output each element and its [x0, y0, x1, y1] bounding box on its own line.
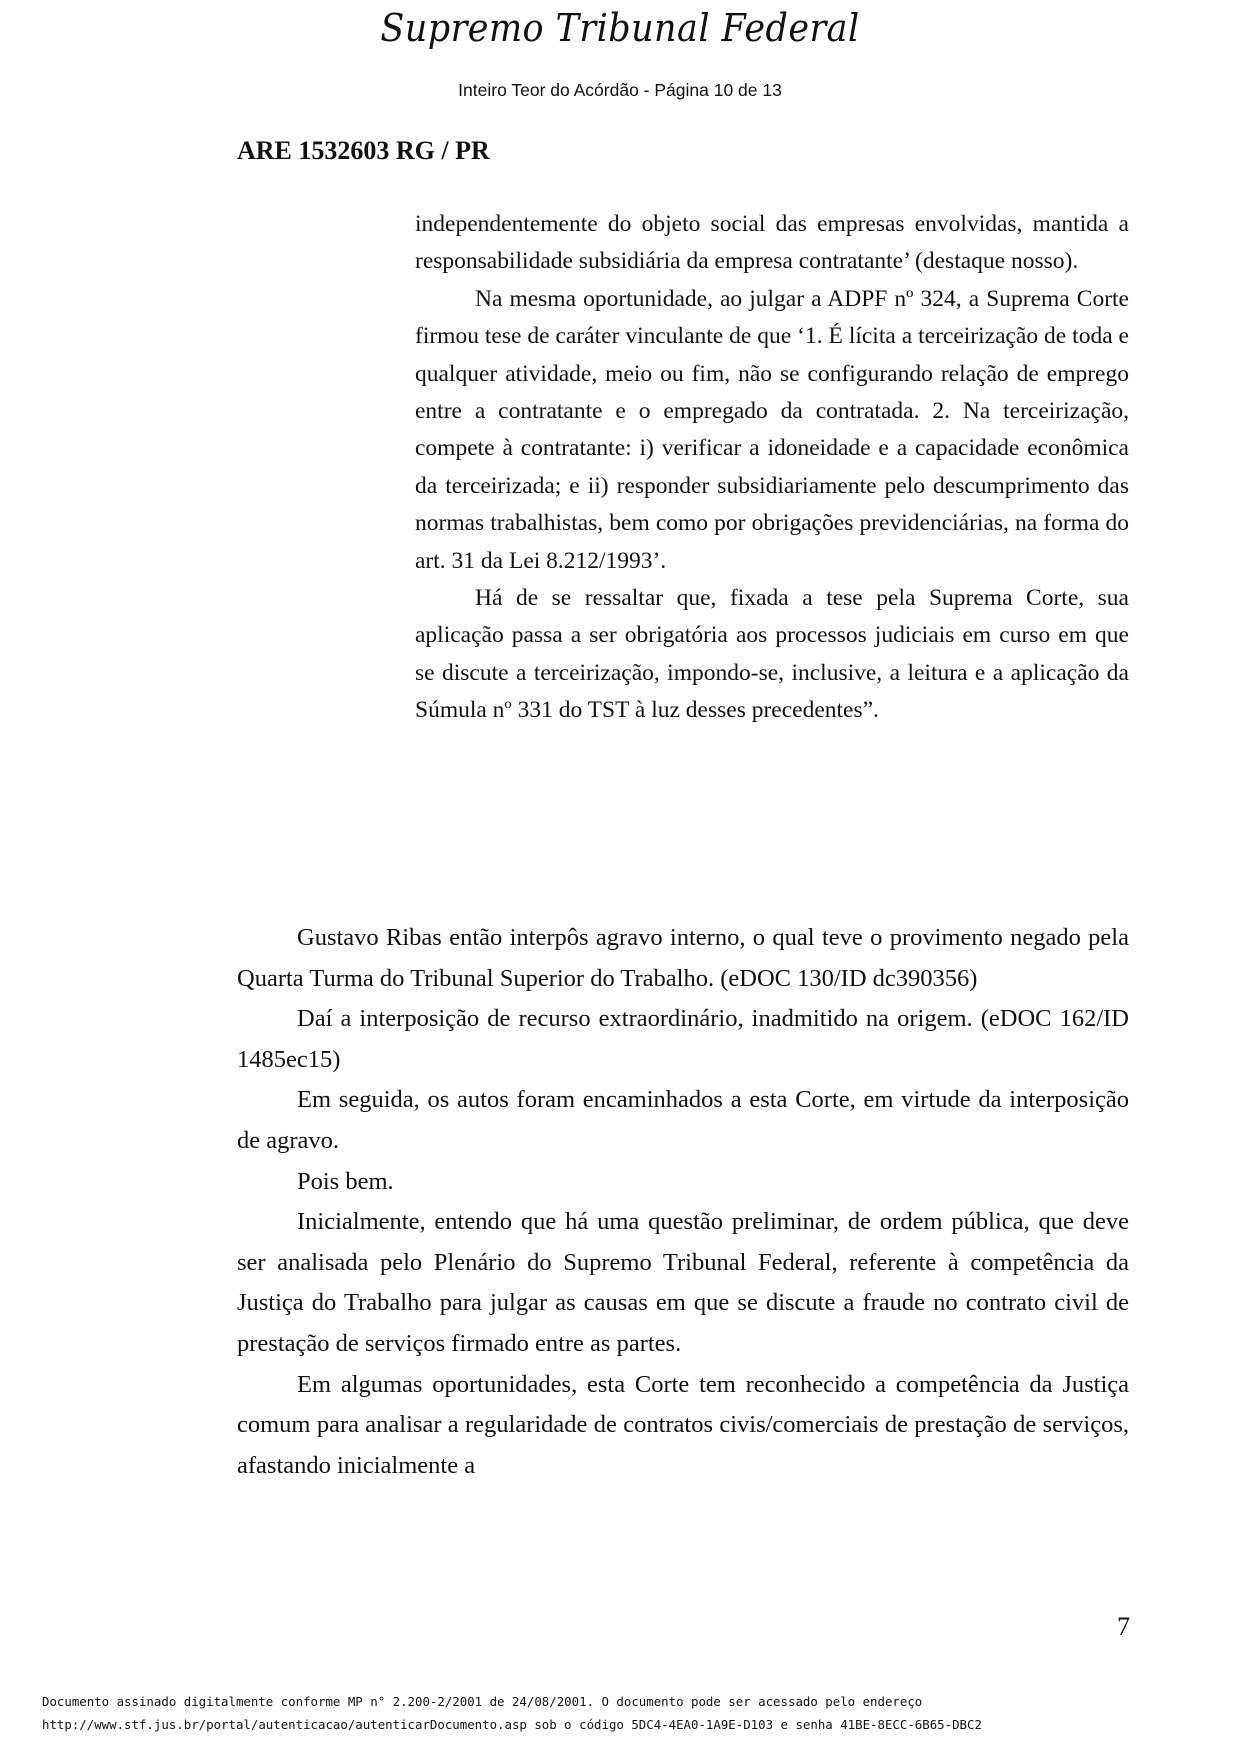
body-paragraph: Em algumas oportunidades, esta Corte tem reconhecido a competência da Justiça comum para analisar a regularidade de contratos civis/comerciais de prestação de serviços, afastando inicialmente a [237, 1370, 1129, 1479]
page-number: 7 [1117, 1612, 1130, 1641]
body-paragraph: Inicialmente, entendo que há uma questão preliminar, de ordem pública, que deve ser analisada pelo Plenário do Supremo Tribunal Federal, referente à competência da Justiça do Trabalho para julgar as causas em que se discute a fraude no contrato civil de prestação de serviços firmado entre as partes. [237, 1208, 1129, 1357]
body-paragraph: Daí a interposição de recurso extraordinário, inadmitido na origem. (eDOC 162/ID 1485ec15) [237, 1005, 1129, 1073]
case-identifier: ARE 1532603 RG / PR [237, 136, 490, 165]
quote-paragraph: Há de se ressaltar que, fixada a tese pela Suprema Corte, sua aplicação passa a ser obrigatória aos processos judiciais em curso em que se discute a terceirização, impondo-se, inclusive, a leitura e a aplicação da Súmula nº 331 do TST à luz desses precedentes”. [415, 585, 1129, 724]
page-subtitle: Inteiro Teor do Acórdão - Página 10 de 13 [458, 80, 782, 100]
quote-paragraph: Na mesma oportunidade, ao julgar a ADPF nº 324, a Suprema Corte firmou tese de caráter vinculante de que ‘1. É lícita a terceirização de toda e qualquer atividade, meio ou fim, não se configurando relação de emprego entre a contratante e o empregado da contratada. 2. Na terceirização, compete à contratante: i) verificar a idoneidade e a capacidade econômica da terceirizada; e ii) responder subsidiariamente pelo descumprimento das normas trabalhistas, bem como por obrigações previdenciárias, na forma do art. 31 da Lei 8.212/1993’. [415, 285, 1129, 574]
digital-signature-footer [42, 1690, 1232, 1736]
footer-line-authentication: http://www.stf.jus.br/portal/autenticacao/autenticarDocumento.asp sob o código 5DC4-4EA0-1A9E-D103 e senha 41BE-8ECC-6B65-DBC2 [42, 1717, 982, 1732]
quote-paragraph: independentemente do objeto social das empresas envolvidas, mantida a responsabilidade subsidiária da empresa contratante’ (destaque nosso). [415, 211, 1129, 275]
body-paragraph: Pois bem. [297, 1167, 394, 1195]
body-text [237, 918, 1129, 1486]
court-name-heading: Supremo Tribunal Federal [380, 6, 860, 50]
footer-line-signature: Documento assinado digitalmente conforme MP n° 2.200-2/2001 de 24/08/2001. O documento pode ser acessado pelo endereço [42, 1694, 923, 1709]
body-paragraph: Em seguida, os autos foram encaminhados a esta Corte, em virtude da interposição de agravo. [237, 1086, 1129, 1154]
body-paragraph: Gustavo Ribas então interpôs agravo interno, o qual teve o provimento negado pela Quarta Turma do Tribunal Superior do Trabalho. (eDOC 130/ID dc390356) [237, 924, 1129, 992]
quoted-block [415, 206, 1129, 730]
